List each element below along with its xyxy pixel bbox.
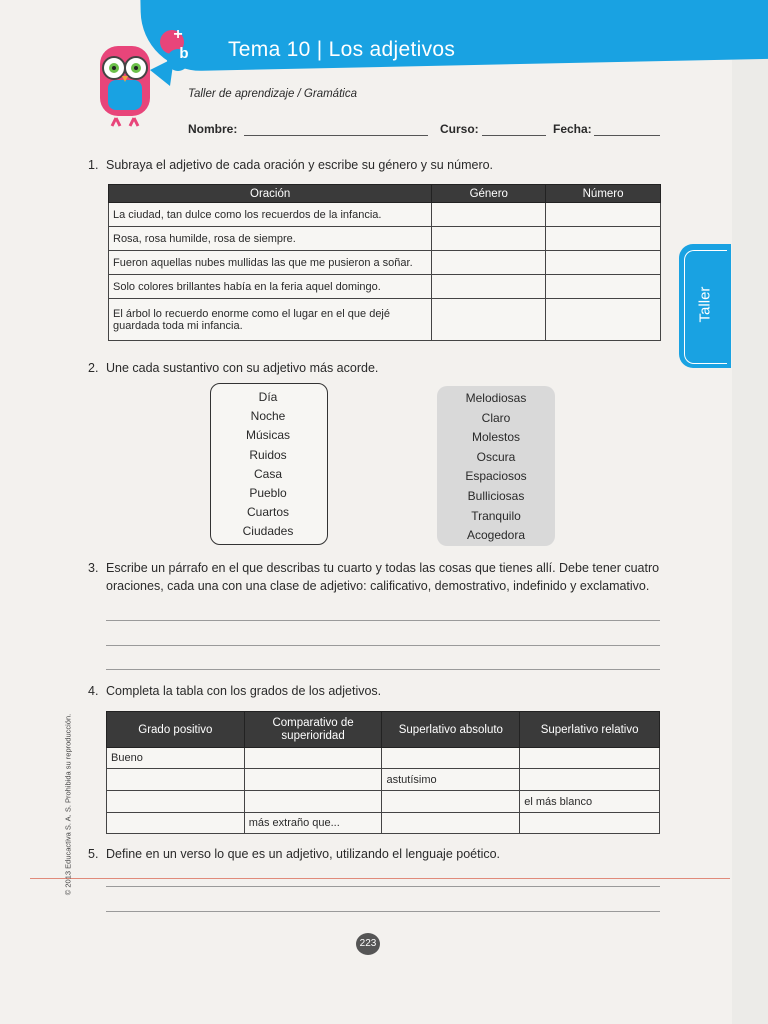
fecha-label: Fecha:: [553, 122, 592, 136]
table-row: [109, 299, 661, 341]
degree-cell: más extraño que...: [244, 813, 382, 834]
degree-answer-cell[interactable]: [107, 769, 245, 791]
fecha-field[interactable]: [594, 135, 660, 136]
adjective-item[interactable]: Espaciosos: [465, 469, 527, 484]
table-row: [107, 791, 660, 813]
noun-item[interactable]: Músicas: [245, 428, 290, 443]
degree-answer-cell[interactable]: [244, 791, 382, 813]
page-edge: [732, 0, 768, 1024]
sentence-cell: La ciudad, tan dulce como los recuerdos de la infancia.: [109, 203, 432, 227]
question-number: 5.: [88, 847, 99, 861]
table-header: Número: [546, 185, 661, 203]
degree-cell: Bueno: [107, 748, 245, 769]
gender-answer-cell[interactable]: [432, 299, 546, 341]
question-2: [88, 359, 378, 377]
page-divider: [30, 878, 730, 879]
sentence-cell: Rosa, rosa humilde, rosa de siempre.: [109, 227, 432, 251]
gender-answer-cell[interactable]: [432, 251, 546, 275]
degree-answer-cell[interactable]: [107, 813, 245, 834]
section-subtitle: Taller de aprendizaje / Gramática: [188, 88, 357, 100]
table-row: [107, 769, 660, 791]
adjectives-list: [437, 389, 555, 546]
sentence-cell: El árbol lo recuerdo enorme como el lugar en el que dejé guardada toda mi infancia.: [109, 299, 432, 341]
plus-badge: +: [173, 26, 183, 43]
degree-answer-cell[interactable]: [520, 748, 660, 769]
table-header: Superlativo absoluto: [382, 712, 520, 748]
table-header: Género: [432, 185, 546, 203]
sentence-cell: Solo colores brillantes había en la feria aquel domingo.: [109, 275, 432, 299]
degree-answer-cell[interactable]: [520, 769, 660, 791]
noun-item[interactable]: Pueblo: [249, 486, 287, 501]
question-4: [88, 682, 381, 700]
question-3: [88, 559, 678, 595]
question-text: Escribe un párrafo en el que describas tu cuarto y todas las cosas que tienes allí. Debe tener cuatro: [106, 561, 660, 575]
noun-item[interactable]: Casa: [253, 466, 282, 481]
curso-label: Curso:: [440, 122, 479, 136]
nombre-field[interactable]: [244, 135, 428, 136]
table-row: [109, 275, 661, 299]
gender-answer-cell[interactable]: [432, 275, 546, 299]
gender-answer-cell[interactable]: [432, 227, 546, 251]
question-text: Subraya el adjetivo de cada oración y escribe su género y su número.: [106, 158, 494, 172]
noun-item[interactable]: Ruidos: [249, 447, 287, 462]
degree-answer-cell[interactable]: [520, 813, 660, 834]
nombre-label: Nombre:: [188, 122, 238, 136]
degree-cell: astutísimo: [382, 769, 520, 791]
number-answer-cell[interactable]: [546, 203, 661, 227]
adjective-item[interactable]: Claro: [481, 410, 511, 425]
question-text: Une cada sustantivo con su adjetivo más acorde.: [106, 361, 379, 375]
page-number: 223: [356, 933, 380, 955]
answer-line[interactable]: [106, 911, 660, 912]
noun-item[interactable]: Ciudades: [242, 524, 294, 539]
degree-answer-cell[interactable]: [244, 748, 382, 769]
question-number: 4.: [88, 684, 99, 698]
question-text: Completa la tabla con los grados de los adjetivos.: [106, 684, 382, 698]
answer-line[interactable]: [106, 620, 660, 621]
degree-answer-cell[interactable]: [244, 769, 382, 791]
degree-answer-cell[interactable]: [107, 791, 245, 813]
adjective-item[interactable]: Melodiosas: [465, 391, 527, 405]
adjective-gender-number-table: [108, 184, 661, 341]
page-title: Tema 10 | Los adjetivos: [228, 38, 456, 61]
sentence-cell: Fueron aquellas nubes mullidas las que me pusieron a soñar.: [109, 251, 432, 275]
gender-answer-cell[interactable]: [432, 203, 546, 227]
curso-field[interactable]: [482, 135, 546, 136]
question-1: [88, 156, 493, 174]
adjective-item[interactable]: Molestos: [471, 430, 521, 445]
number-answer-cell[interactable]: [546, 227, 661, 251]
answer-line[interactable]: [106, 886, 660, 887]
adjective-item[interactable]: Oscura: [476, 449, 516, 464]
degree-cell: el más blanco: [520, 791, 660, 813]
table-row: [107, 748, 660, 769]
copyright-notice: © 2013 Educactiva S. A. S. Prohibida su reproducción.: [63, 713, 73, 896]
table-row: [109, 227, 661, 251]
table-row: [107, 813, 660, 834]
table-row: [109, 251, 661, 275]
question-text: Define en un verso lo que es un adjetivo, utilizando el lenguaje poético.: [106, 847, 501, 861]
question-5: [88, 845, 500, 863]
degree-answer-cell[interactable]: [382, 813, 520, 834]
table-header: Superlativo relativo: [520, 712, 660, 748]
number-answer-cell[interactable]: [546, 275, 661, 299]
question-number: 1.: [88, 158, 99, 172]
question-text: oraciones, cada una con una clase de adjetivo: calificativo, demostrativo, indefinido y exclamativo.: [106, 579, 650, 593]
degree-answer-cell[interactable]: [382, 791, 520, 813]
number-answer-cell[interactable]: [546, 299, 661, 341]
taller-tab-label: Taller: [696, 286, 714, 323]
number-answer-cell[interactable]: [546, 251, 661, 275]
degree-answer-cell[interactable]: [382, 748, 520, 769]
noun-item[interactable]: Cuartos: [246, 505, 290, 520]
adjective-item[interactable]: Acogedora: [466, 528, 526, 543]
adjective-item[interactable]: Bulliciosas: [467, 488, 525, 503]
answer-line[interactable]: [106, 645, 660, 646]
table-header: Grado positivo: [107, 712, 245, 748]
noun-item[interactable]: Noche: [250, 409, 286, 424]
table-row: [109, 203, 661, 227]
question-number: 2.: [88, 361, 99, 375]
nouns-list: [210, 388, 326, 542]
answer-line[interactable]: [106, 669, 660, 670]
noun-item[interactable]: Día: [258, 390, 278, 404]
table-header: Comparativo de superioridad: [244, 712, 382, 748]
adjective-degrees-table: [106, 711, 660, 834]
question-number: 3.: [88, 561, 99, 575]
letter-badge: b: [179, 45, 189, 62]
table-header: Oración: [109, 185, 432, 203]
adjective-item[interactable]: Tranquilo: [471, 508, 521, 523]
